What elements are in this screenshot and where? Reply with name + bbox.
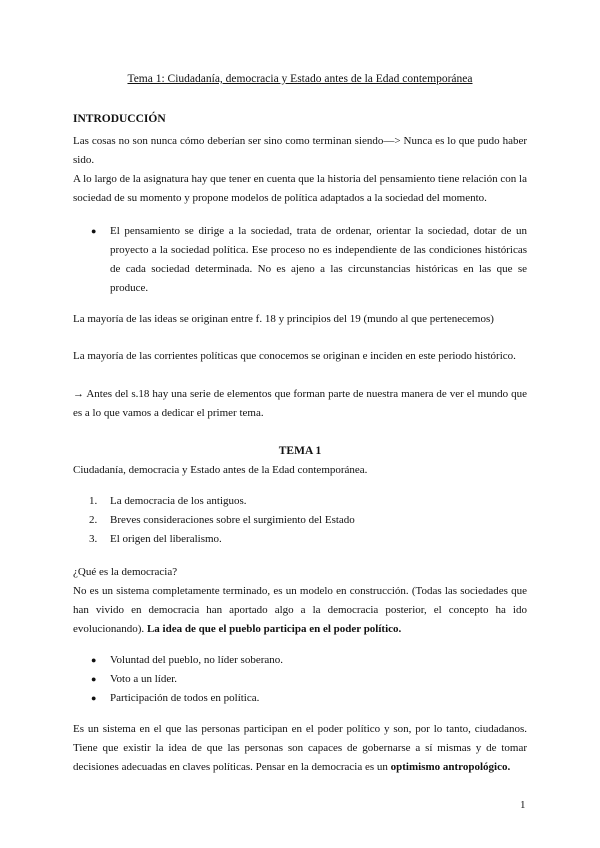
list-item [73, 530, 527, 549]
democracia-text: No es un sistema completamente terminado, es un modelo en construcción. (Todas las sociedades que han vivido en democracia han aportado algo a la democracia posterior, el concepto ha ido evolucionando). [73, 585, 527, 635]
list-item [73, 511, 527, 530]
antes-paragraph: → Antes del s.18 hay una serie de elementos que forman parte de nuestra manera de ver el mundo que es a lo que vamos a dedicar el primer tema. [73, 388, 527, 419]
sistema-bold-text: optimismo antropológico. [390, 761, 511, 773]
list-item-text: Breves consideraciones sobre el surgimiento del Estado [110, 514, 355, 526]
list-item-text: La democracia de los antiguos. [110, 495, 247, 507]
list-item-text: Participación de todos en política. [110, 692, 260, 704]
list-item [73, 689, 527, 708]
democracia-bullet-list [73, 651, 527, 708]
bullet-icon: ● [91, 655, 97, 665]
tema-numbered-list [73, 492, 527, 549]
sistema-text: Es un sistema en el que las personas participan en el poder político y son, por lo tanto, ciudadanos. Tiene que existir la idea de que las personas son capaces de gobernarse a sí mismas y de tomar decisiones adecuadas en claves políticas. Pensar en la democracia es un [73, 723, 527, 773]
list-number: 1. [89, 495, 98, 507]
list-number: 3. [89, 533, 98, 545]
intro-paragraph-1: Las cosas no son nunca cómo deberían ser sino como terminan siendo—> Nunca es lo que pudo haber sido. [73, 135, 527, 166]
democracia-bold-text: La idea de que el pueblo participa en el poder político. [146, 623, 402, 635]
list-item-text: Voluntad del pueblo, no líder soberano. [110, 654, 284, 666]
bullet-icon: ● [91, 693, 97, 703]
intro-heading: INTRODUCCIÓN [73, 113, 166, 125]
intro-bullet-text: El pensamiento se dirige a la sociedad, trata de ordenar, orientar la sociedad, dotar de un proyecto a la sociedad política. Ese proceso no es independiente de las condiciones históricas de cada sociedad determinada. No es ajeno a las circunstancias históricas en las que se produce. [110, 225, 527, 294]
bullet-icon: ● [91, 226, 97, 236]
intro-paragraph-2: A lo largo de la asignatura hay que tener en cuenta que la historia del pensamiento tiene relación con la sociedad de su momento y propone modelos de política adaptados a la sociedad del momento. [73, 173, 527, 204]
list-item [73, 492, 527, 511]
list-number: 2. [89, 514, 98, 526]
list-item [73, 670, 527, 689]
corrientes-paragraph: La mayoría de las corrientes políticas que conocemos se originan e inciden en este periodo histórico. [73, 350, 516, 362]
tema-subtitle: Ciudadanía, democracia y Estado antes de la Edad contemporánea. [73, 464, 368, 476]
list-item-text: Voto a un líder. [110, 673, 178, 685]
sistema-paragraph [73, 720, 527, 777]
bullet-icon: ● [91, 674, 97, 684]
list-item [73, 222, 527, 298]
tema-heading: TEMA 1 [278, 445, 322, 457]
democracia-paragraph [73, 582, 527, 639]
page-number: 1 [520, 799, 526, 811]
document-title: Tema 1: Ciudadanía, democracia y Estado antes de la Edad contemporánea [127, 73, 473, 85]
list-item [73, 651, 527, 670]
democracia-question: ¿Qué es la democracia? [73, 566, 178, 578]
intro-bullet-list [73, 222, 527, 298]
list-item-text: El origen del liberalismo. [110, 533, 222, 545]
ideas-paragraph: La mayoría de las ideas se originan entre f. 18 y principios del 19 (mundo al que pertenecemos) [73, 313, 494, 325]
